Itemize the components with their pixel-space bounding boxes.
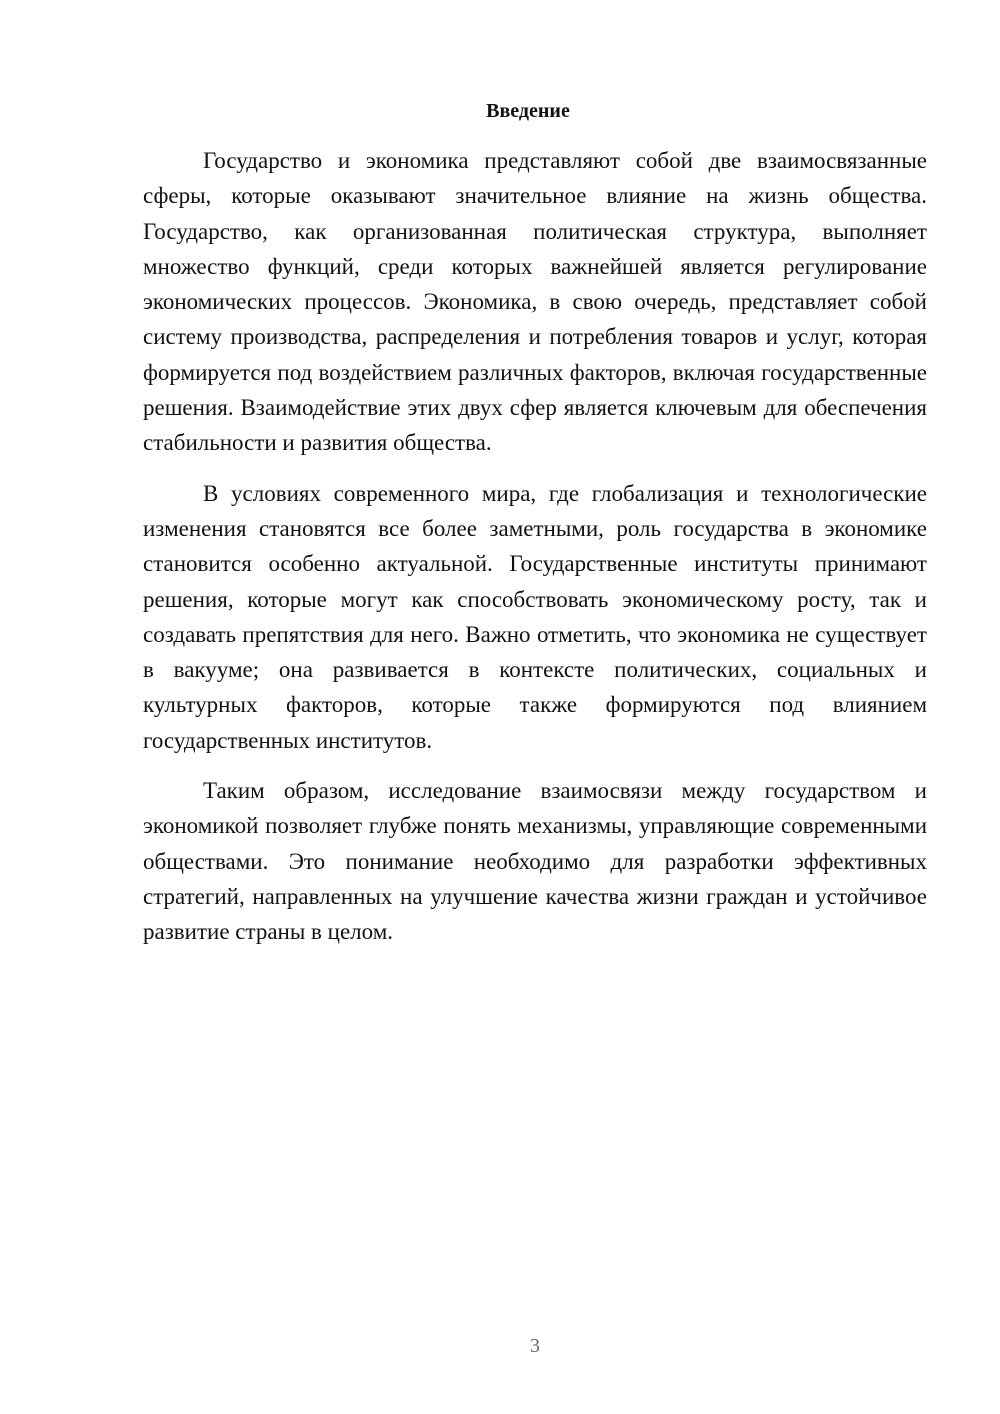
paragraph-2: В условиях современного мира, где глобализация и технологические изменения становятся все более заметными, роль государства в экономике становится особенно актуальной. Государственные институты принимают решения, которые могут как способствовать экономическому росту, так и создавать препятствия для него. Важно отметить, что экономика не существует в вакууме; она развивается в контексте политических, социальных и культурных факторов, которые также формируются под влиянием государственных институтов. <box>143 480 927 753</box>
section-heading: Введение <box>486 100 570 122</box>
paragraph-3: Таким образом, исследование взаимосвязи между государством и экономикой позволяет глубже понять механизмы, управляющие современными обществами. Это понимание необходимо для разработки эффективных стратегий, направленных на улучшение качества жизни граждан и устойчивое развитие страны в целом. <box>143 778 927 945</box>
page-number: 3 <box>530 1335 540 1357</box>
paragraph-1: Государство и экономика представляют собой две взаимосвязанные сферы, которые оказывают значительное влияние на жизнь общества. Государство, как организованная политическая структура, выполняет множество функций, среди которых важнейшей является регулирование экономических процессов. Экономика, в свою очередь, представляет собой систему производства, распределения и потребления товаров и услуг, которая формируется под воздействием различных факторов, включая государственные решения. Взаимодействие этих двух сфер является ключевым для обеспечения стабильности и развития общества. <box>143 148 927 456</box>
page-content <box>143 96 927 950</box>
